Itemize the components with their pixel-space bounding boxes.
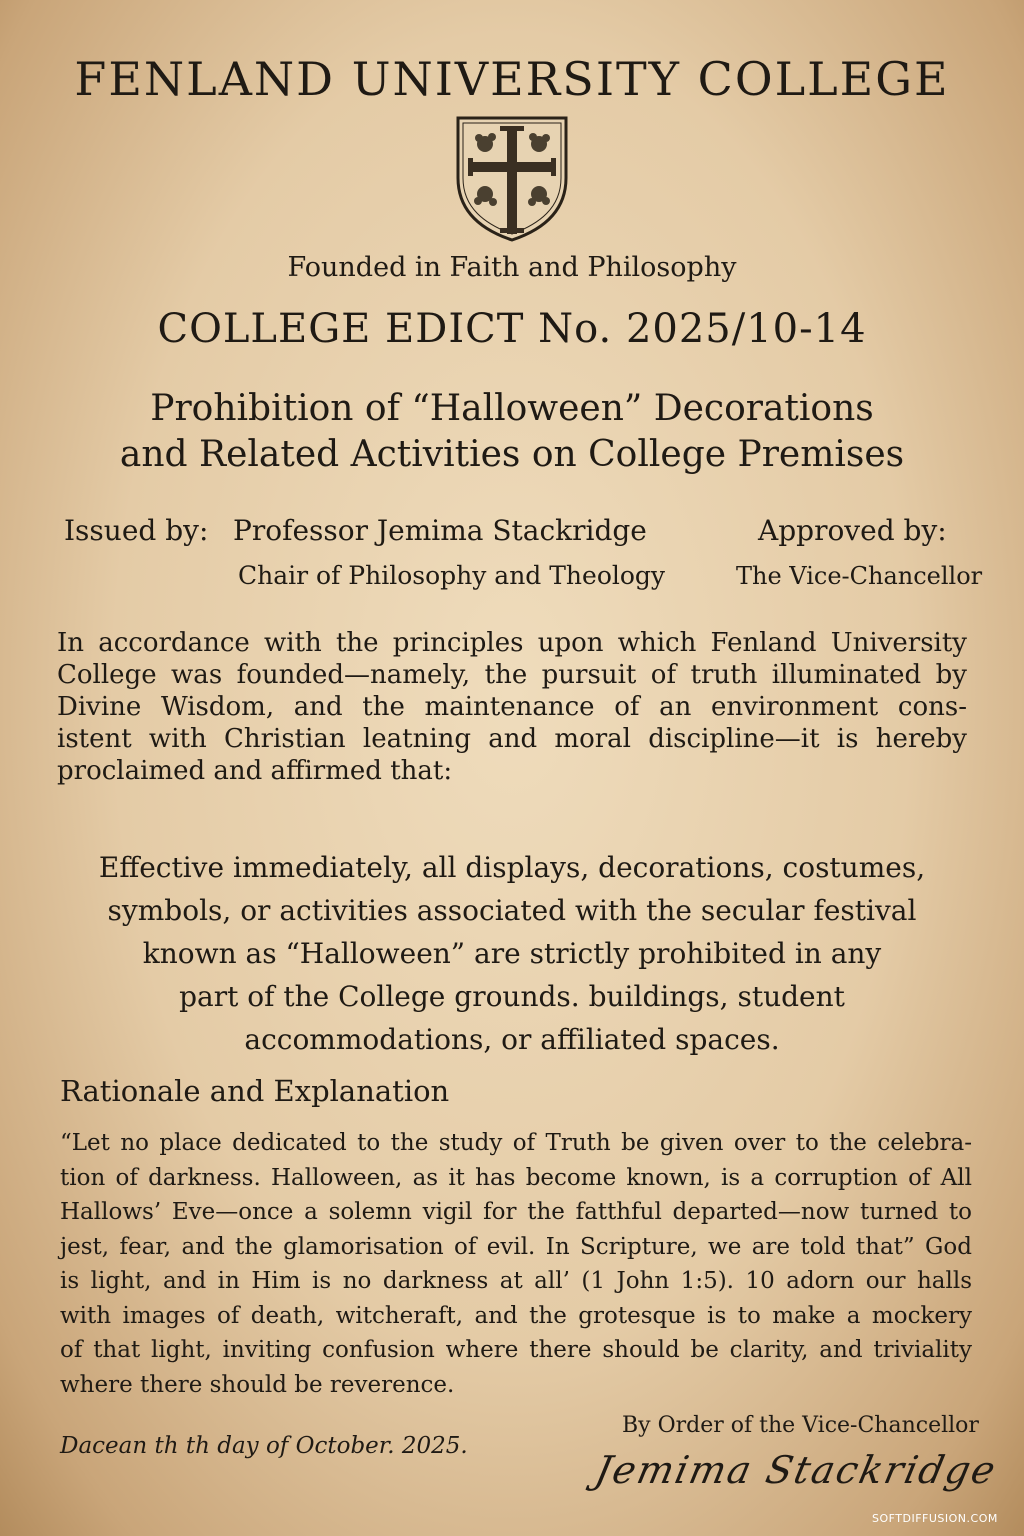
rationale-line: tion of darkness. Halloween, as it has become known, is a corruption of All (60, 1164, 972, 1191)
rationale-line: “Let no place dedicated to the study of Truth be given over to the celebra- (60, 1130, 972, 1156)
watermark: SOFTDIFFUSION.COM (872, 1512, 998, 1525)
decree-line: Effective immediately, all displays, decorations, costumes, (98, 851, 926, 884)
edict-number: COLLEGE EDICT No. 2025/10-14 (157, 306, 867, 352)
decree (40, 846, 984, 1061)
issued-by-label: Issued by: (64, 514, 209, 547)
issuer-title: Chair of Philosophy and Theology (238, 561, 666, 590)
preamble-line: In accordance with the principles upon which Fenland University (57, 628, 967, 658)
preamble (57, 627, 967, 787)
rationale-line: jest, fear, and the glamorisation of evil. In Scripture, we are told that” God (60, 1233, 972, 1260)
rationale-line: is light, and in Him is no darkness at all’ (1 John 1:5). 10 adorn our halls (60, 1268, 972, 1294)
approver: The Vice-Chancellor (736, 562, 983, 590)
issuer-name: Professor Jemima Stackridge (233, 514, 647, 547)
rationale-line: of that light, inviting confusion where there should be clarity, and triviality (60, 1337, 972, 1363)
decree-line: known as “Halloween” are strictly prohibited in any (142, 937, 882, 970)
rationale-line: with images of death, witcheraft, and the grotesque is to make a mockery (60, 1302, 972, 1329)
college-crest-icon (452, 112, 572, 244)
rationale-line: Hallows’ Eve—once a solemn vigil for the fatthful departed—now turned to (60, 1199, 972, 1225)
issue-date: Dacean th th day of October. 2025. (60, 1433, 468, 1459)
approved-by-label: Approved by: (758, 514, 947, 547)
rationale-heading: Rationale and Explanation (60, 1074, 450, 1108)
preamble-line: proclaimed and affirmed that: (57, 756, 453, 786)
by-order-line: By Order of the Vice-Chancellor (622, 1413, 979, 1438)
edict-title-line-2: and Related Activities on College Premises (119, 434, 905, 475)
rationale-line: where there should be reverence. (60, 1371, 455, 1398)
college-name: FENLAND UNIVERSITY COLLEGE (74, 52, 950, 106)
signature: Jemima Stackridge (591, 1448, 1002, 1492)
rationale-text (60, 1126, 972, 1402)
preamble-line: College was founded—namely, the pursuit of truth illuminated by (57, 660, 967, 690)
edict-title-line-1: Prohibition of “Halloween” Decorations (150, 388, 874, 429)
decree-line: symbols, or activities associated with the secular festival (107, 894, 917, 927)
preamble-line: istent with Christian leatning and moral discipline—it is hereby (57, 724, 967, 754)
college-motto: Founded in Faith and Philosophy (287, 252, 737, 283)
decree-line: part of the College grounds. buildings, student (179, 980, 845, 1013)
preamble-line: Divine Wisdom, and the maintenance of an environment cons- (57, 692, 967, 722)
decree-line: accommodations, or affiliated spaces. (244, 1023, 780, 1056)
